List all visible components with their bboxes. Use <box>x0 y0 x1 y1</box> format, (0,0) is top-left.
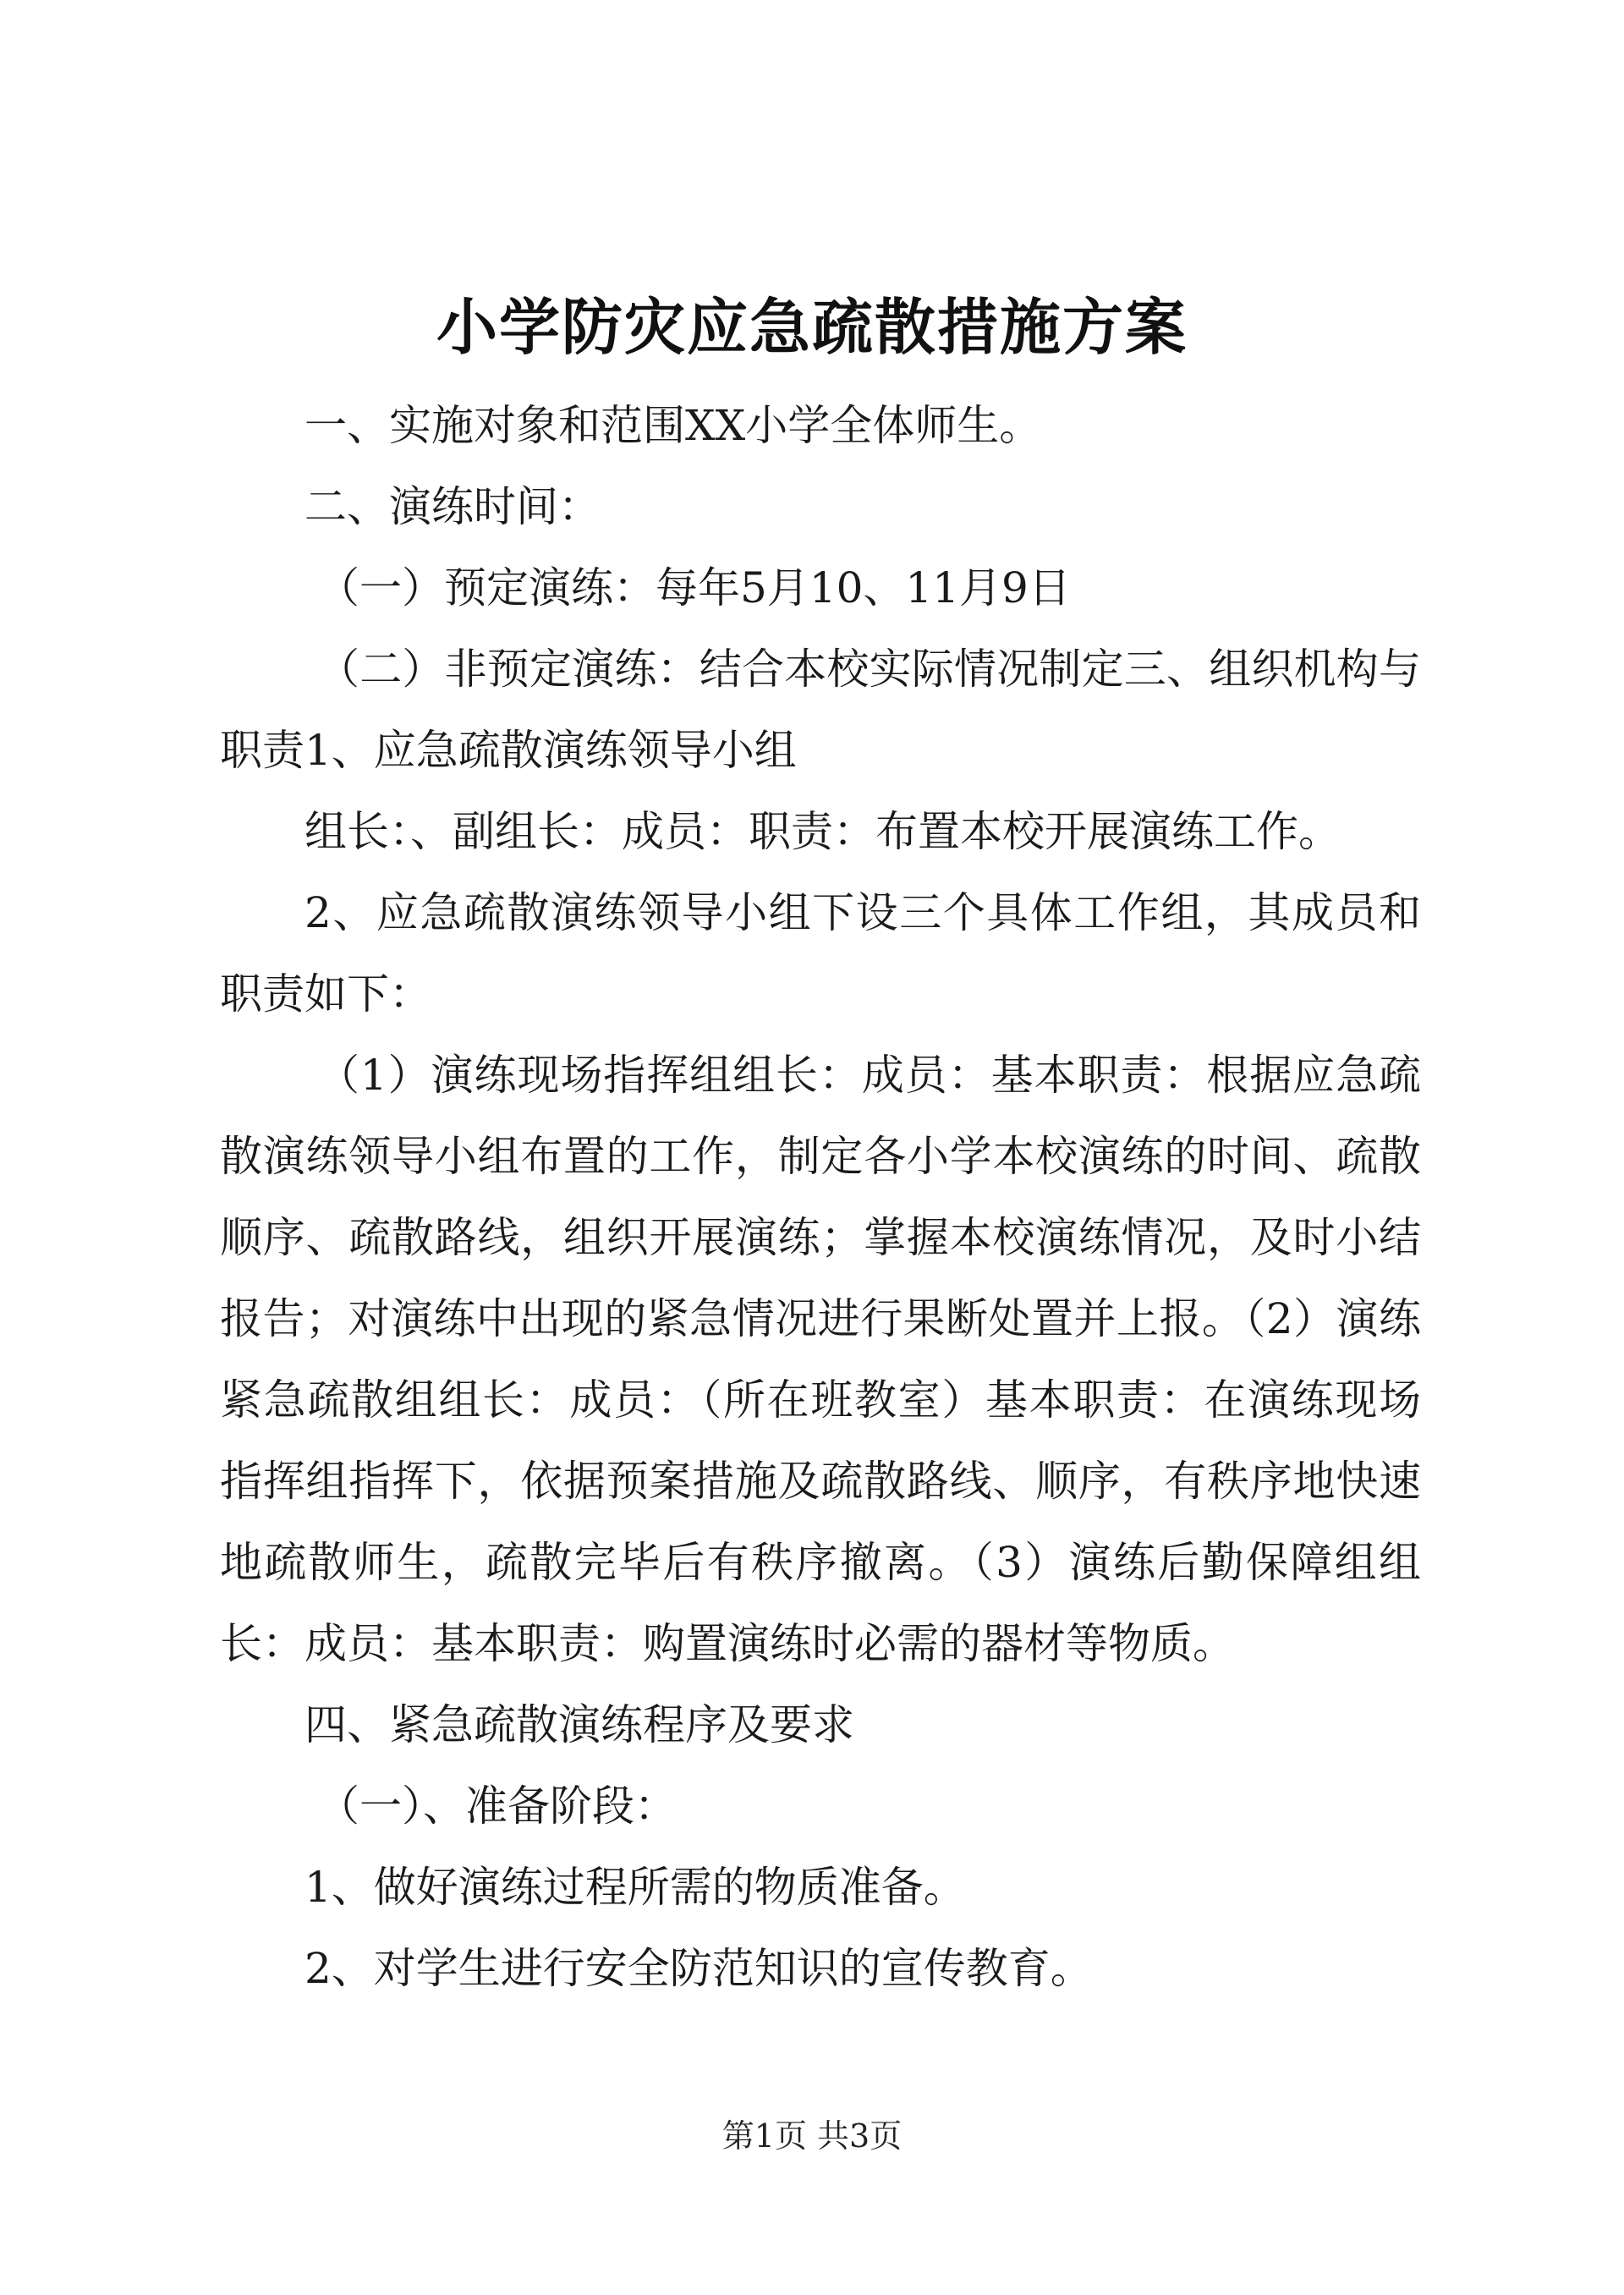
paragraph-group-duties: （1）演练现场指挥组组长：成员：基本职责：根据应急疏散演练领导小组布置的工作，制定各小学本校演练的时间、疏散顺序、疏散路线，组织开展演练；掌握本校演练情况，及时小结报告；对演练中出现的紧急情况进行果断处置并上报。（2）演练紧急疏散组组长：成员：（所在班教室）基本职责：在演练现场指挥组指挥下，依据预案措施及疏散路线、顺序，有秩序地快速地疏散师生，疏散完毕后有秩序撤离。（3）演练后勤保障组组长：成员：基本职责：购置演练时必需的器材等物质。 <box>220 1051 1421 1668</box>
paragraph-scope: 一、实施对象和范围XX小学全体师生。 <box>304 401 1042 450</box>
paragraph-working-groups: 2、应急疏散演练领导小组下设三个具体工作组，其成员和职责如下： <box>220 888 1421 1018</box>
paragraph-procedure-heading: 四、紧急疏散演练程序及要求 <box>304 1700 854 1749</box>
page-number-footer: 第1页 共3页 <box>721 2117 903 2155</box>
paragraph-preparation-stage: （一）、准备阶段： <box>317 1782 677 1831</box>
paragraph-drill-time: 二、演练时间： <box>304 482 601 531</box>
paragraph-material-prep: 1、做好演练过程所需的物质准备。 <box>304 1863 966 1912</box>
paragraph-leadership-members: 组长：、副组长：成员：职责：布置本校开展演练工作。 <box>304 807 1341 856</box>
document-body <box>220 385 1421 2009</box>
document-title: 小学防灾应急疏散措施方案 <box>436 291 1188 363</box>
paragraph-scheduled-drill: （一）预定演练：每年5月10、11月9日 <box>317 563 1071 612</box>
paragraph-safety-education: 2、对学生进行安全防范知识的宣传教育。 <box>304 1944 1093 1993</box>
paragraph-unscheduled-drill: （二）非预定演练：结合本校实际情况制定三、组织机构与职责1、应急疏散演练领导小组 <box>220 645 1421 775</box>
